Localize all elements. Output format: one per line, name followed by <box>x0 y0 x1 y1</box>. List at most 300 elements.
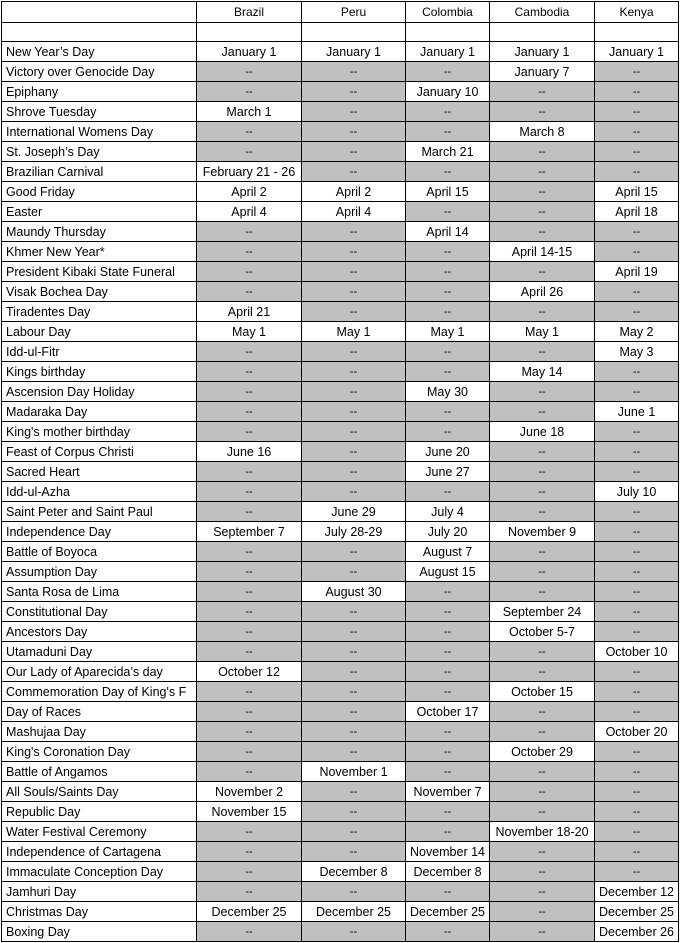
holiday-date-cell: -- <box>490 802 595 822</box>
holiday-date-cell: June 27 <box>406 462 490 482</box>
table-row <box>2 882 679 902</box>
holiday-date-cell: -- <box>302 262 406 282</box>
holiday-date-cell: -- <box>490 882 595 902</box>
holiday-date-cell: October 20 <box>595 722 679 742</box>
holiday-date-cell: -- <box>490 102 595 122</box>
holiday-date-cell: December 25 <box>302 902 406 922</box>
holiday-date-cell: -- <box>406 122 490 142</box>
holiday-name-cell: King's mother birthday <box>2 422 197 442</box>
holiday-name-cell: Kings birthday <box>2 362 197 382</box>
holiday-name-cell: Ancestors Day <box>2 622 197 642</box>
table-row <box>2 302 679 322</box>
holiday-date-cell: July 4 <box>406 502 490 522</box>
holiday-date-cell: September 24 <box>490 602 595 622</box>
holiday-date-cell: -- <box>595 682 679 702</box>
holiday-date-cell: -- <box>595 522 679 542</box>
holiday-date-cell: July 20 <box>406 522 490 542</box>
holiday-date-cell: November 15 <box>197 802 302 822</box>
holiday-date-cell: April 15 <box>595 182 679 202</box>
holiday-date-cell: May 30 <box>406 382 490 402</box>
holiday-date-cell: -- <box>197 462 302 482</box>
table-body <box>2 23 679 942</box>
header-row <box>2 2 679 23</box>
holiday-date-cell: November 2 <box>197 782 302 802</box>
holiday-date-cell: March 1 <box>197 102 302 122</box>
holiday-date-cell: -- <box>302 802 406 822</box>
holiday-date-cell: January 10 <box>406 82 490 102</box>
holiday-date-cell: -- <box>595 742 679 762</box>
holiday-date-cell: -- <box>490 482 595 502</box>
table-row <box>2 802 679 822</box>
holiday-date-cell: -- <box>302 602 406 622</box>
holiday-date-cell: -- <box>302 282 406 302</box>
holiday-date-cell: -- <box>406 922 490 942</box>
table-row <box>2 422 679 442</box>
holiday-date-cell: -- <box>302 422 406 442</box>
holiday-date-cell: -- <box>197 582 302 602</box>
holiday-date-cell: -- <box>406 282 490 302</box>
holiday-date-cell: -- <box>595 762 679 782</box>
holiday-date-cell: -- <box>595 462 679 482</box>
holiday-date-cell: May 1 <box>302 322 406 342</box>
holiday-date-cell: -- <box>197 542 302 562</box>
holiday-date-cell: -- <box>302 442 406 462</box>
spacer-cell <box>406 23 490 42</box>
holiday-date-cell: -- <box>406 422 490 442</box>
holiday-date-cell: -- <box>406 662 490 682</box>
holiday-date-cell: -- <box>302 342 406 362</box>
holiday-date-cell: -- <box>490 222 595 242</box>
holiday-date-cell: -- <box>595 302 679 322</box>
holiday-date-cell: -- <box>490 162 595 182</box>
holiday-name-cell: Labour Day <box>2 322 197 342</box>
holiday-date-cell: -- <box>490 182 595 202</box>
holiday-date-cell: -- <box>406 302 490 322</box>
holiday-date-cell: -- <box>197 762 302 782</box>
table-row <box>2 322 679 342</box>
holiday-date-cell: -- <box>595 282 679 302</box>
table-row <box>2 622 679 642</box>
table-header <box>2 2 679 23</box>
holiday-date-cell: -- <box>490 402 595 422</box>
holiday-date-cell: November 7 <box>406 782 490 802</box>
holiday-date-cell: -- <box>595 122 679 142</box>
holiday-name-cell: Mashujaa Day <box>2 722 197 742</box>
holiday-date-cell: December 8 <box>302 862 406 882</box>
holiday-name-cell: Khmer New Year* <box>2 242 197 262</box>
holiday-date-cell: -- <box>490 922 595 942</box>
holiday-date-cell: -- <box>302 702 406 722</box>
holiday-date-cell: -- <box>302 62 406 82</box>
table-row <box>2 502 679 522</box>
holiday-date-cell: January 1 <box>595 42 679 62</box>
holiday-date-cell: -- <box>197 742 302 762</box>
holiday-date-cell: December 25 <box>595 902 679 922</box>
holiday-date-cell: -- <box>197 222 302 242</box>
holiday-date-cell: -- <box>197 642 302 662</box>
holiday-date-cell: August 7 <box>406 542 490 562</box>
holiday-date-cell: -- <box>197 502 302 522</box>
holiday-name-cell: Brazilian Carnival <box>2 162 197 182</box>
table-row <box>2 42 679 62</box>
holiday-date-cell: -- <box>302 782 406 802</box>
holiday-date-cell: February 21 - 26 <box>197 162 302 182</box>
holiday-date-cell: December 8 <box>406 862 490 882</box>
table-row <box>2 722 679 742</box>
table-row <box>2 102 679 122</box>
holiday-date-cell: -- <box>490 702 595 722</box>
holiday-date-cell: June 29 <box>302 502 406 522</box>
holiday-date-cell: -- <box>595 802 679 822</box>
column-header-brazil: Brazil <box>197 2 302 23</box>
holiday-date-cell: June 1 <box>595 402 679 422</box>
holiday-date-cell: -- <box>406 742 490 762</box>
holiday-date-cell: -- <box>595 822 679 842</box>
holiday-date-cell: -- <box>595 362 679 382</box>
column-header-cambodia: Cambodia <box>490 2 595 23</box>
holiday-date-cell: -- <box>595 622 679 642</box>
holiday-date-cell: -- <box>406 362 490 382</box>
holiday-date-cell: -- <box>595 162 679 182</box>
holiday-date-cell: -- <box>197 842 302 862</box>
holiday-date-cell: -- <box>197 562 302 582</box>
holiday-date-cell: -- <box>302 462 406 482</box>
holiday-date-cell: June 16 <box>197 442 302 462</box>
table-row <box>2 542 679 562</box>
holiday-date-cell: -- <box>490 842 595 862</box>
holiday-name-cell: Idd-ul-Fitr <box>2 342 197 362</box>
holiday-date-cell: -- <box>406 762 490 782</box>
table-row <box>2 862 679 882</box>
holiday-date-cell: -- <box>406 582 490 602</box>
holiday-date-cell: -- <box>302 402 406 422</box>
table-row <box>2 742 679 762</box>
holiday-date-cell: -- <box>197 262 302 282</box>
table-row <box>2 602 679 622</box>
holiday-date-cell: October 29 <box>490 742 595 762</box>
spacer-cell <box>2 23 197 42</box>
holiday-date-cell: November 1 <box>302 762 406 782</box>
table-row <box>2 342 679 362</box>
holiday-date-cell: -- <box>406 162 490 182</box>
table-row <box>2 362 679 382</box>
holiday-date-cell: -- <box>595 562 679 582</box>
holiday-date-cell: -- <box>490 262 595 282</box>
holiday-date-cell: May 14 <box>490 362 595 382</box>
holiday-date-cell: -- <box>595 502 679 522</box>
holiday-date-cell: -- <box>490 642 595 662</box>
holiday-name-cell: King's Coronation Day <box>2 742 197 762</box>
table-row <box>2 182 679 202</box>
holiday-name-cell: International Womens Day <box>2 122 197 142</box>
holiday-date-cell: -- <box>595 382 679 402</box>
table-row <box>2 242 679 262</box>
holiday-name-cell: Constitutional Day <box>2 602 197 622</box>
holiday-date-cell: -- <box>595 442 679 462</box>
holiday-date-cell: April 26 <box>490 282 595 302</box>
table-row <box>2 82 679 102</box>
holiday-date-cell: October 5-7 <box>490 622 595 642</box>
holiday-date-cell: -- <box>197 622 302 642</box>
holiday-name-cell: Tiradentes Day <box>2 302 197 322</box>
holiday-date-cell: -- <box>406 482 490 502</box>
holiday-date-cell: April 2 <box>197 182 302 202</box>
table-row <box>2 262 679 282</box>
holiday-date-cell: -- <box>595 542 679 562</box>
table-row <box>2 402 679 422</box>
holiday-date-cell: January 1 <box>302 42 406 62</box>
table-row <box>2 842 679 862</box>
holiday-name-cell: Good Friday <box>2 182 197 202</box>
holiday-date-cell: May 3 <box>595 342 679 362</box>
holiday-date-cell: -- <box>595 602 679 622</box>
holiday-date-cell: -- <box>406 822 490 842</box>
holiday-date-cell: -- <box>595 782 679 802</box>
holiday-date-cell: -- <box>490 142 595 162</box>
holiday-name-cell: Sacred Heart <box>2 462 197 482</box>
holiday-date-cell: -- <box>490 542 595 562</box>
holiday-date-cell: August 30 <box>302 582 406 602</box>
holiday-date-cell: January 1 <box>490 42 595 62</box>
holiday-date-cell: October 12 <box>197 662 302 682</box>
spacer-cell <box>490 23 595 42</box>
holiday-date-cell: April 14 <box>406 222 490 242</box>
holiday-name-cell: Independence Day <box>2 522 197 542</box>
holiday-date-cell: -- <box>197 282 302 302</box>
column-header-peru: Peru <box>302 2 406 23</box>
holiday-date-cell: -- <box>197 862 302 882</box>
spacer-cell <box>595 23 679 42</box>
holiday-date-cell: April 4 <box>302 202 406 222</box>
holiday-date-cell: -- <box>197 242 302 262</box>
holiday-name-cell: Easter <box>2 202 197 222</box>
holiday-date-cell: April 21 <box>197 302 302 322</box>
column-header-kenya: Kenya <box>595 2 679 23</box>
holiday-name-cell: Visak Bochea Day <box>2 282 197 302</box>
holiday-name-cell: Feast of Corpus Christi <box>2 442 197 462</box>
holiday-date-cell: -- <box>302 542 406 562</box>
holiday-name-cell: President Kibaki State Funeral <box>2 262 197 282</box>
table-row <box>2 482 679 502</box>
holiday-date-cell: July 28-29 <box>302 522 406 542</box>
holiday-date-cell: March 21 <box>406 142 490 162</box>
holiday-date-cell: April 15 <box>406 182 490 202</box>
holiday-date-cell: November 9 <box>490 522 595 542</box>
holiday-date-cell: -- <box>406 722 490 742</box>
holiday-date-cell: -- <box>490 782 595 802</box>
spacer-cell <box>197 23 302 42</box>
holiday-name-cell: Republic Day <box>2 802 197 822</box>
holiday-date-cell: December 25 <box>197 902 302 922</box>
holiday-name-cell: Santa Rosa de Lima <box>2 582 197 602</box>
holiday-date-cell: -- <box>406 62 490 82</box>
holiday-date-cell: -- <box>406 202 490 222</box>
table-row <box>2 922 679 942</box>
holiday-date-cell: -- <box>302 482 406 502</box>
holiday-date-cell: -- <box>595 422 679 442</box>
spacer-cell <box>302 23 406 42</box>
holiday-date-cell: -- <box>197 122 302 142</box>
holiday-name-cell: Maundy Thursday <box>2 222 197 242</box>
holiday-date-cell: December 12 <box>595 882 679 902</box>
holiday-date-cell: -- <box>595 142 679 162</box>
table-row <box>2 562 679 582</box>
holiday-date-cell: -- <box>490 202 595 222</box>
holiday-date-cell: -- <box>302 162 406 182</box>
holiday-name-cell: Ascension Day Holiday <box>2 382 197 402</box>
holiday-date-cell: -- <box>302 742 406 762</box>
spacer-row <box>2 23 679 42</box>
holiday-date-cell: -- <box>302 82 406 102</box>
holiday-date-cell: -- <box>197 82 302 102</box>
holiday-date-cell: -- <box>595 62 679 82</box>
holiday-date-cell: -- <box>302 882 406 902</box>
holiday-date-cell: -- <box>302 382 406 402</box>
table-row <box>2 642 679 662</box>
holiday-date-cell: -- <box>490 442 595 462</box>
holiday-date-cell: May 1 <box>490 322 595 342</box>
holiday-date-cell: April 19 <box>595 262 679 282</box>
header-corner-cell <box>2 2 197 23</box>
holiday-date-cell: -- <box>490 82 595 102</box>
holiday-date-cell: -- <box>406 802 490 822</box>
holiday-date-cell: -- <box>406 102 490 122</box>
holiday-date-cell: -- <box>302 142 406 162</box>
holiday-date-cell: -- <box>490 582 595 602</box>
table-row <box>2 462 679 482</box>
holiday-date-cell: -- <box>197 422 302 442</box>
holiday-date-cell: -- <box>302 722 406 742</box>
holiday-name-cell: Jamhuri Day <box>2 882 197 902</box>
holiday-date-cell: -- <box>197 822 302 842</box>
holiday-name-cell: Battle of Boyoca <box>2 542 197 562</box>
holiday-name-cell: Shrove Tuesday <box>2 102 197 122</box>
holiday-date-cell: January 7 <box>490 62 595 82</box>
holiday-date-cell: -- <box>197 882 302 902</box>
holiday-date-cell: -- <box>197 62 302 82</box>
holiday-date-cell: -- <box>302 642 406 662</box>
holiday-name-cell: Utamaduni Day <box>2 642 197 662</box>
holiday-date-cell: -- <box>197 602 302 622</box>
table-row <box>2 682 679 702</box>
holiday-date-cell: -- <box>406 342 490 362</box>
holiday-date-cell: -- <box>490 462 595 482</box>
holiday-date-cell: October 10 <box>595 642 679 662</box>
holiday-date-cell: -- <box>302 842 406 862</box>
table-row <box>2 62 679 82</box>
table-row <box>2 662 679 682</box>
holiday-date-cell: June 18 <box>490 422 595 442</box>
holiday-date-cell: May 2 <box>595 322 679 342</box>
holiday-date-cell: -- <box>595 242 679 262</box>
holiday-date-cell: -- <box>490 562 595 582</box>
holiday-date-cell: -- <box>406 882 490 902</box>
holiday-date-cell: March 8 <box>490 122 595 142</box>
holiday-date-cell: -- <box>490 722 595 742</box>
column-header-colombia: Colombia <box>406 2 490 23</box>
holiday-name-cell: Saint Peter and Saint Paul <box>2 502 197 522</box>
table-row <box>2 902 679 922</box>
holiday-name-cell: New Year’s Day <box>2 42 197 62</box>
holiday-name-cell: Day of Races <box>2 702 197 722</box>
holiday-date-cell: -- <box>406 402 490 422</box>
holiday-name-cell: All Souls/Saints Day <box>2 782 197 802</box>
holiday-name-cell: St. Joseph’s Day <box>2 142 197 162</box>
holiday-date-cell: -- <box>302 222 406 242</box>
holiday-date-cell: -- <box>490 382 595 402</box>
holiday-date-cell: -- <box>302 922 406 942</box>
holiday-date-cell: -- <box>302 122 406 142</box>
table-row <box>2 162 679 182</box>
holiday-date-cell: -- <box>406 262 490 282</box>
holiday-date-cell: -- <box>197 682 302 702</box>
table-row <box>2 822 679 842</box>
holiday-table <box>1 1 679 942</box>
holiday-date-cell: -- <box>197 382 302 402</box>
holiday-date-cell: -- <box>302 102 406 122</box>
holiday-date-cell: October 17 <box>406 702 490 722</box>
holiday-date-cell: -- <box>595 702 679 722</box>
holiday-date-cell: May 1 <box>197 322 302 342</box>
holiday-date-cell: August 15 <box>406 562 490 582</box>
holiday-date-cell: -- <box>406 642 490 662</box>
holiday-date-cell: July 10 <box>595 482 679 502</box>
holiday-date-cell: December 26 <box>595 922 679 942</box>
holiday-date-cell: -- <box>490 862 595 882</box>
holiday-date-cell: -- <box>595 842 679 862</box>
holiday-date-cell: -- <box>302 302 406 322</box>
holiday-date-cell: January 1 <box>406 42 490 62</box>
table-row <box>2 282 679 302</box>
holiday-date-cell: -- <box>197 342 302 362</box>
holiday-name-cell: Commemoration Day of King's F <box>2 682 197 702</box>
table-row <box>2 582 679 602</box>
holiday-name-cell: Water Festival Ceremony <box>2 822 197 842</box>
holiday-name-cell: Madaraka Day <box>2 402 197 422</box>
holiday-date-cell: -- <box>490 302 595 322</box>
holiday-date-cell: -- <box>595 862 679 882</box>
holiday-date-cell: -- <box>197 922 302 942</box>
holiday-name-cell: Boxing Day <box>2 922 197 942</box>
holiday-date-cell: -- <box>302 242 406 262</box>
holiday-date-cell: -- <box>406 682 490 702</box>
holiday-date-cell: April 14-15 <box>490 242 595 262</box>
holiday-date-cell: -- <box>595 662 679 682</box>
holiday-date-cell: -- <box>406 242 490 262</box>
holiday-name-cell: Christmas Day <box>2 902 197 922</box>
table-row <box>2 382 679 402</box>
holiday-date-cell: April 4 <box>197 202 302 222</box>
table-row <box>2 122 679 142</box>
holiday-date-cell: -- <box>197 702 302 722</box>
holiday-name-cell: Idd-ul-Azha <box>2 482 197 502</box>
holiday-date-cell: -- <box>197 722 302 742</box>
holiday-date-cell: -- <box>595 82 679 102</box>
holiday-date-cell: -- <box>302 622 406 642</box>
holiday-date-cell: -- <box>406 622 490 642</box>
holiday-date-cell: May 1 <box>406 322 490 342</box>
holiday-date-cell: -- <box>490 902 595 922</box>
holiday-date-cell: June 20 <box>406 442 490 462</box>
holiday-date-cell: -- <box>490 762 595 782</box>
holiday-date-cell: -- <box>302 822 406 842</box>
table-row <box>2 762 679 782</box>
holiday-date-cell: December 25 <box>406 902 490 922</box>
holiday-name-cell: Assumption Day <box>2 562 197 582</box>
holiday-date-cell: April 2 <box>302 182 406 202</box>
holiday-name-cell: Our Lady of Aparecida’s day <box>2 662 197 682</box>
holiday-date-cell: -- <box>302 662 406 682</box>
